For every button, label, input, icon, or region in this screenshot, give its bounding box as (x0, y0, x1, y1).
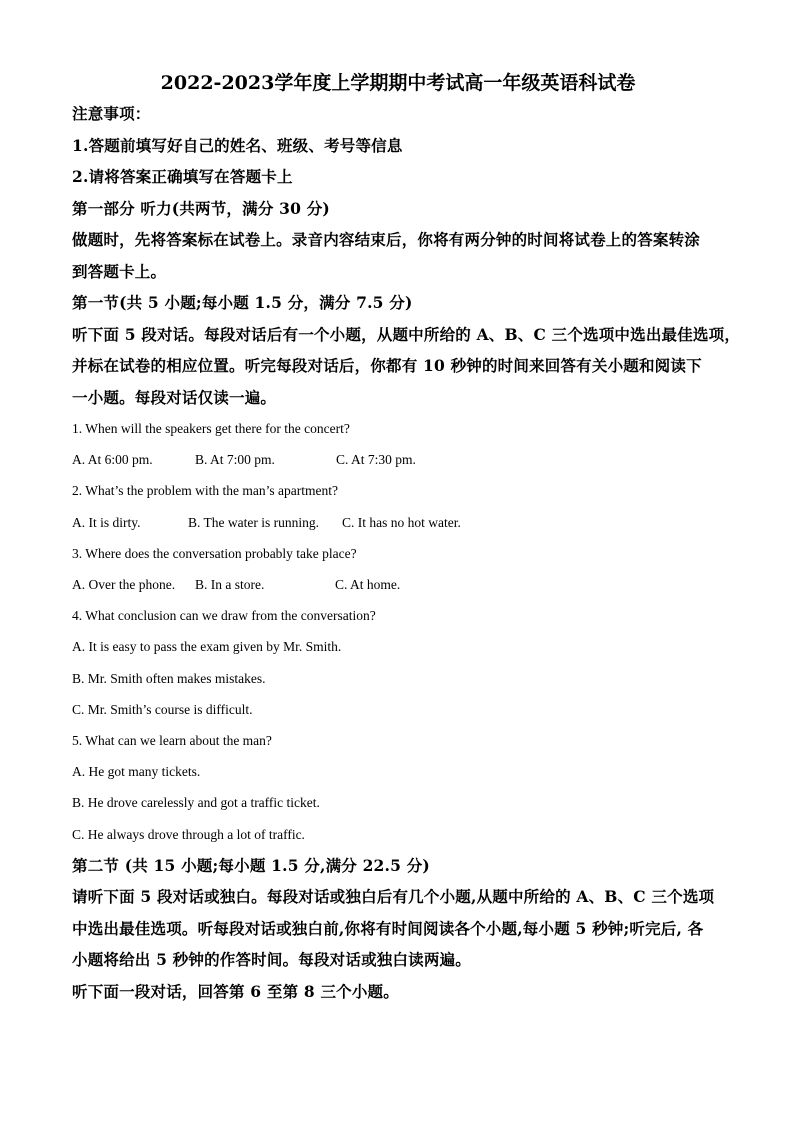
exam-title: 2022-2023学年度上学期期中考试高一年级英语科试卷 (160, 72, 636, 94)
question-4-stem: 4. What conclusion can we draw from the conversation? (72, 608, 376, 624)
question-1-option-c: C. At 7:30 pm. (336, 452, 416, 468)
question-5-option-c: C. He always drove through a lot of traffic. (72, 826, 305, 842)
section2-instruction-line-3: 小题将给出 5 秒钟的作答时间。每段对话或独白读两遍。 (72, 950, 471, 970)
question-3-stem: 3. Where does the conversation probably take place? (72, 545, 357, 561)
part1-heading: 第一部分 听力(共两节，满分 30 分) (72, 198, 330, 218)
question-2-option-c: C. It has no hot water. (342, 514, 461, 530)
question-3-option-a: A. Over the phone. (72, 577, 176, 593)
question-1-options (72, 444, 724, 475)
question-2-option-b: B. The water is running. (188, 514, 319, 530)
section1-heading: 第一节(共 5 小题;每小题 1.5 分，满分 7.5 分) (72, 293, 413, 312)
part1-instruction-line-2: 到答题卡上。 (72, 261, 167, 281)
question-2-option-a: A. It is dirty. (72, 514, 141, 530)
question-2-stem: 2. What’s the problem with the man’s apartment? (72, 483, 338, 499)
section2-sub-instruction: 听下面一段对话，回答第 6 至第 8 三个小题。 (72, 981, 399, 1001)
question-1-option-a: A. At 6:00 pm. (72, 452, 153, 468)
section1-instruction-line-1: 听下面 5 段对话。每段对话后有一个小题，从题中所给的 A、B、C 三个选项中选出最佳选项， (72, 324, 741, 344)
section2-instruction-line-1: 请听下面 5 段对话或独白。每段对话或独白后有几个小题,从题中所给的 A、B、C 三个选项 (72, 887, 715, 907)
question-3-options (72, 569, 724, 600)
question-5-option-b: B. He drove carelessly and got a traffic ticket. (72, 795, 320, 811)
question-5-option-a: A. He got many tickets. (72, 764, 201, 780)
notice-item-2: 2.请将答案正确填写在答题卡上 (72, 167, 293, 186)
section1-instruction-line-3: 一小题。每段对话仅读一遍。 (72, 387, 277, 407)
section2-instruction-line-2: 中选出最佳选项。听每段对话或独白前,你将有时间阅读各个小题,每小题 5 秒钟;听完后, 各 (72, 918, 704, 938)
question-1-stem: 1. When will the speakers get there for the concert? (72, 421, 350, 436)
question-4-option-a: A. It is easy to pass the exam given by Mr. Smith. (72, 639, 342, 655)
notice-item-1: 1.答题前填写好自己的姓名、班级、考号等信息 (72, 135, 403, 155)
notice-heading: 注意事项： (72, 104, 151, 123)
question-4-option-c: C. Mr. Smith’s course is difficult. (72, 701, 253, 717)
question-3-option-b: B. In a store. (195, 577, 265, 593)
question-2-options (72, 507, 724, 538)
exam-page (72, 68, 741, 1007)
part1-instruction-line-1: 做题时，先将答案标在试卷上。录音内容结束后，你将有两分钟的时间将试卷上的答案转涂 (72, 230, 701, 249)
question-3-option-c: C. At home. (335, 577, 401, 593)
question-1-option-b: B. At 7:00 pm. (195, 452, 275, 468)
section1-instruction-line-2: 并标在试卷的相应位置。听完每段对话后，你都有 10 秒钟的时间来回答有关小题和阅读下 (72, 356, 702, 375)
section2-heading: 第二节 (共 15 小题;每小题 1.5 分,满分 22.5 分) (72, 855, 430, 875)
question-5-stem: 5. What can we learn about the man? (72, 733, 272, 749)
question-4-option-b: B. Mr. Smith often makes mistakes. (72, 670, 266, 686)
